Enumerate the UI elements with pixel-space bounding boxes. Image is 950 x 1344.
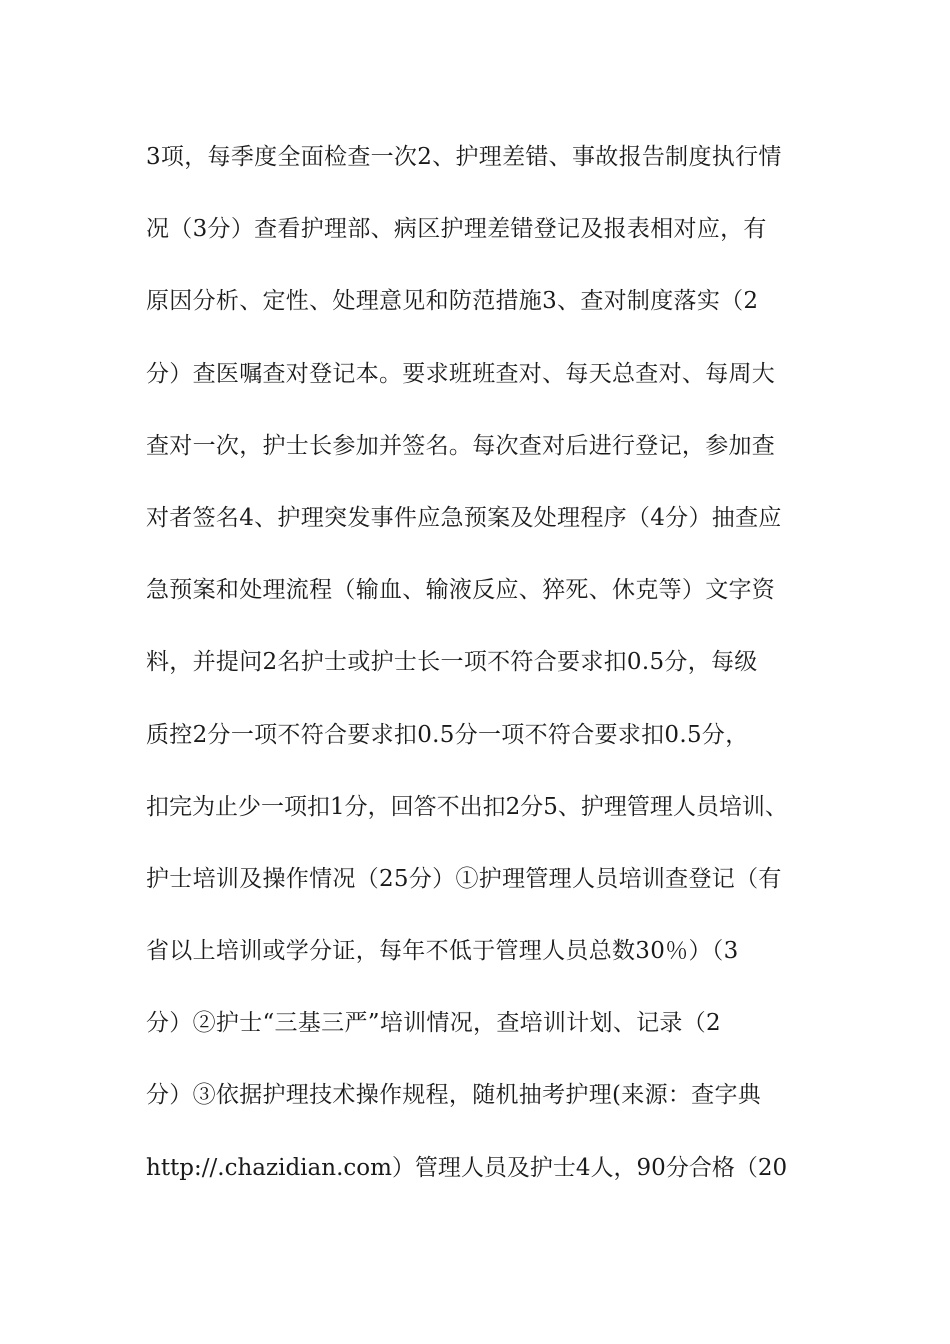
text-line: 况（3分）查看护理部、病区护理差错登记及报表相对应，有 bbox=[146, 216, 767, 243]
text-line: 3项，每季度全面检查一次2、护理差错、事故报告制度执行情 bbox=[146, 144, 782, 170]
text-line: 护士培训及操作情况（25分）①护理管理人员培训查登记（有 bbox=[146, 865, 782, 892]
text-line: 分）②护士“三基三严”培训情况，查培训计划、记录（2 bbox=[146, 1010, 721, 1037]
text-line: 原因分析、定性、处理意见和防范措施3、查对制度落实（2 bbox=[146, 288, 759, 315]
text-line: 扣完为止少一项扣1分，回答不出扣2分5、护理管理人员培训、 bbox=[146, 793, 788, 820]
text-line: 对者签名4、护理突发事件应急预案及处理程序（4分）抽查应 bbox=[146, 504, 782, 531]
text-line: 料，并提问2名护士或护士长一项不符合要求扣0.5分，每级 bbox=[146, 649, 758, 676]
text-line: 查对一次，护士长参加并签名。每次查对后进行登记，参加查 bbox=[146, 432, 776, 459]
text-line: 质控2分一项不符合要求扣0.5分一项不符合要求扣0.5分， bbox=[146, 721, 749, 748]
body-text bbox=[146, 133, 826, 1216]
text-line: 省以上培训或学分证，每年不低于管理人员总数30％）（3 bbox=[146, 938, 739, 965]
text-line: 分）查医嘱查对登记本。要求班班查对、每天总查对、每周大 bbox=[146, 360, 776, 387]
text-line: 分）③依据护理技术操作规程，随机抽考护理(来源：查字典 bbox=[146, 1082, 762, 1109]
text-line: 急预案和处理流程（输血、输液反应、猝死、休克等）文字资 bbox=[146, 577, 776, 604]
text-line: http://.chazidian.com）管理人员及护士4人，90分合格（20 bbox=[146, 1154, 788, 1181]
